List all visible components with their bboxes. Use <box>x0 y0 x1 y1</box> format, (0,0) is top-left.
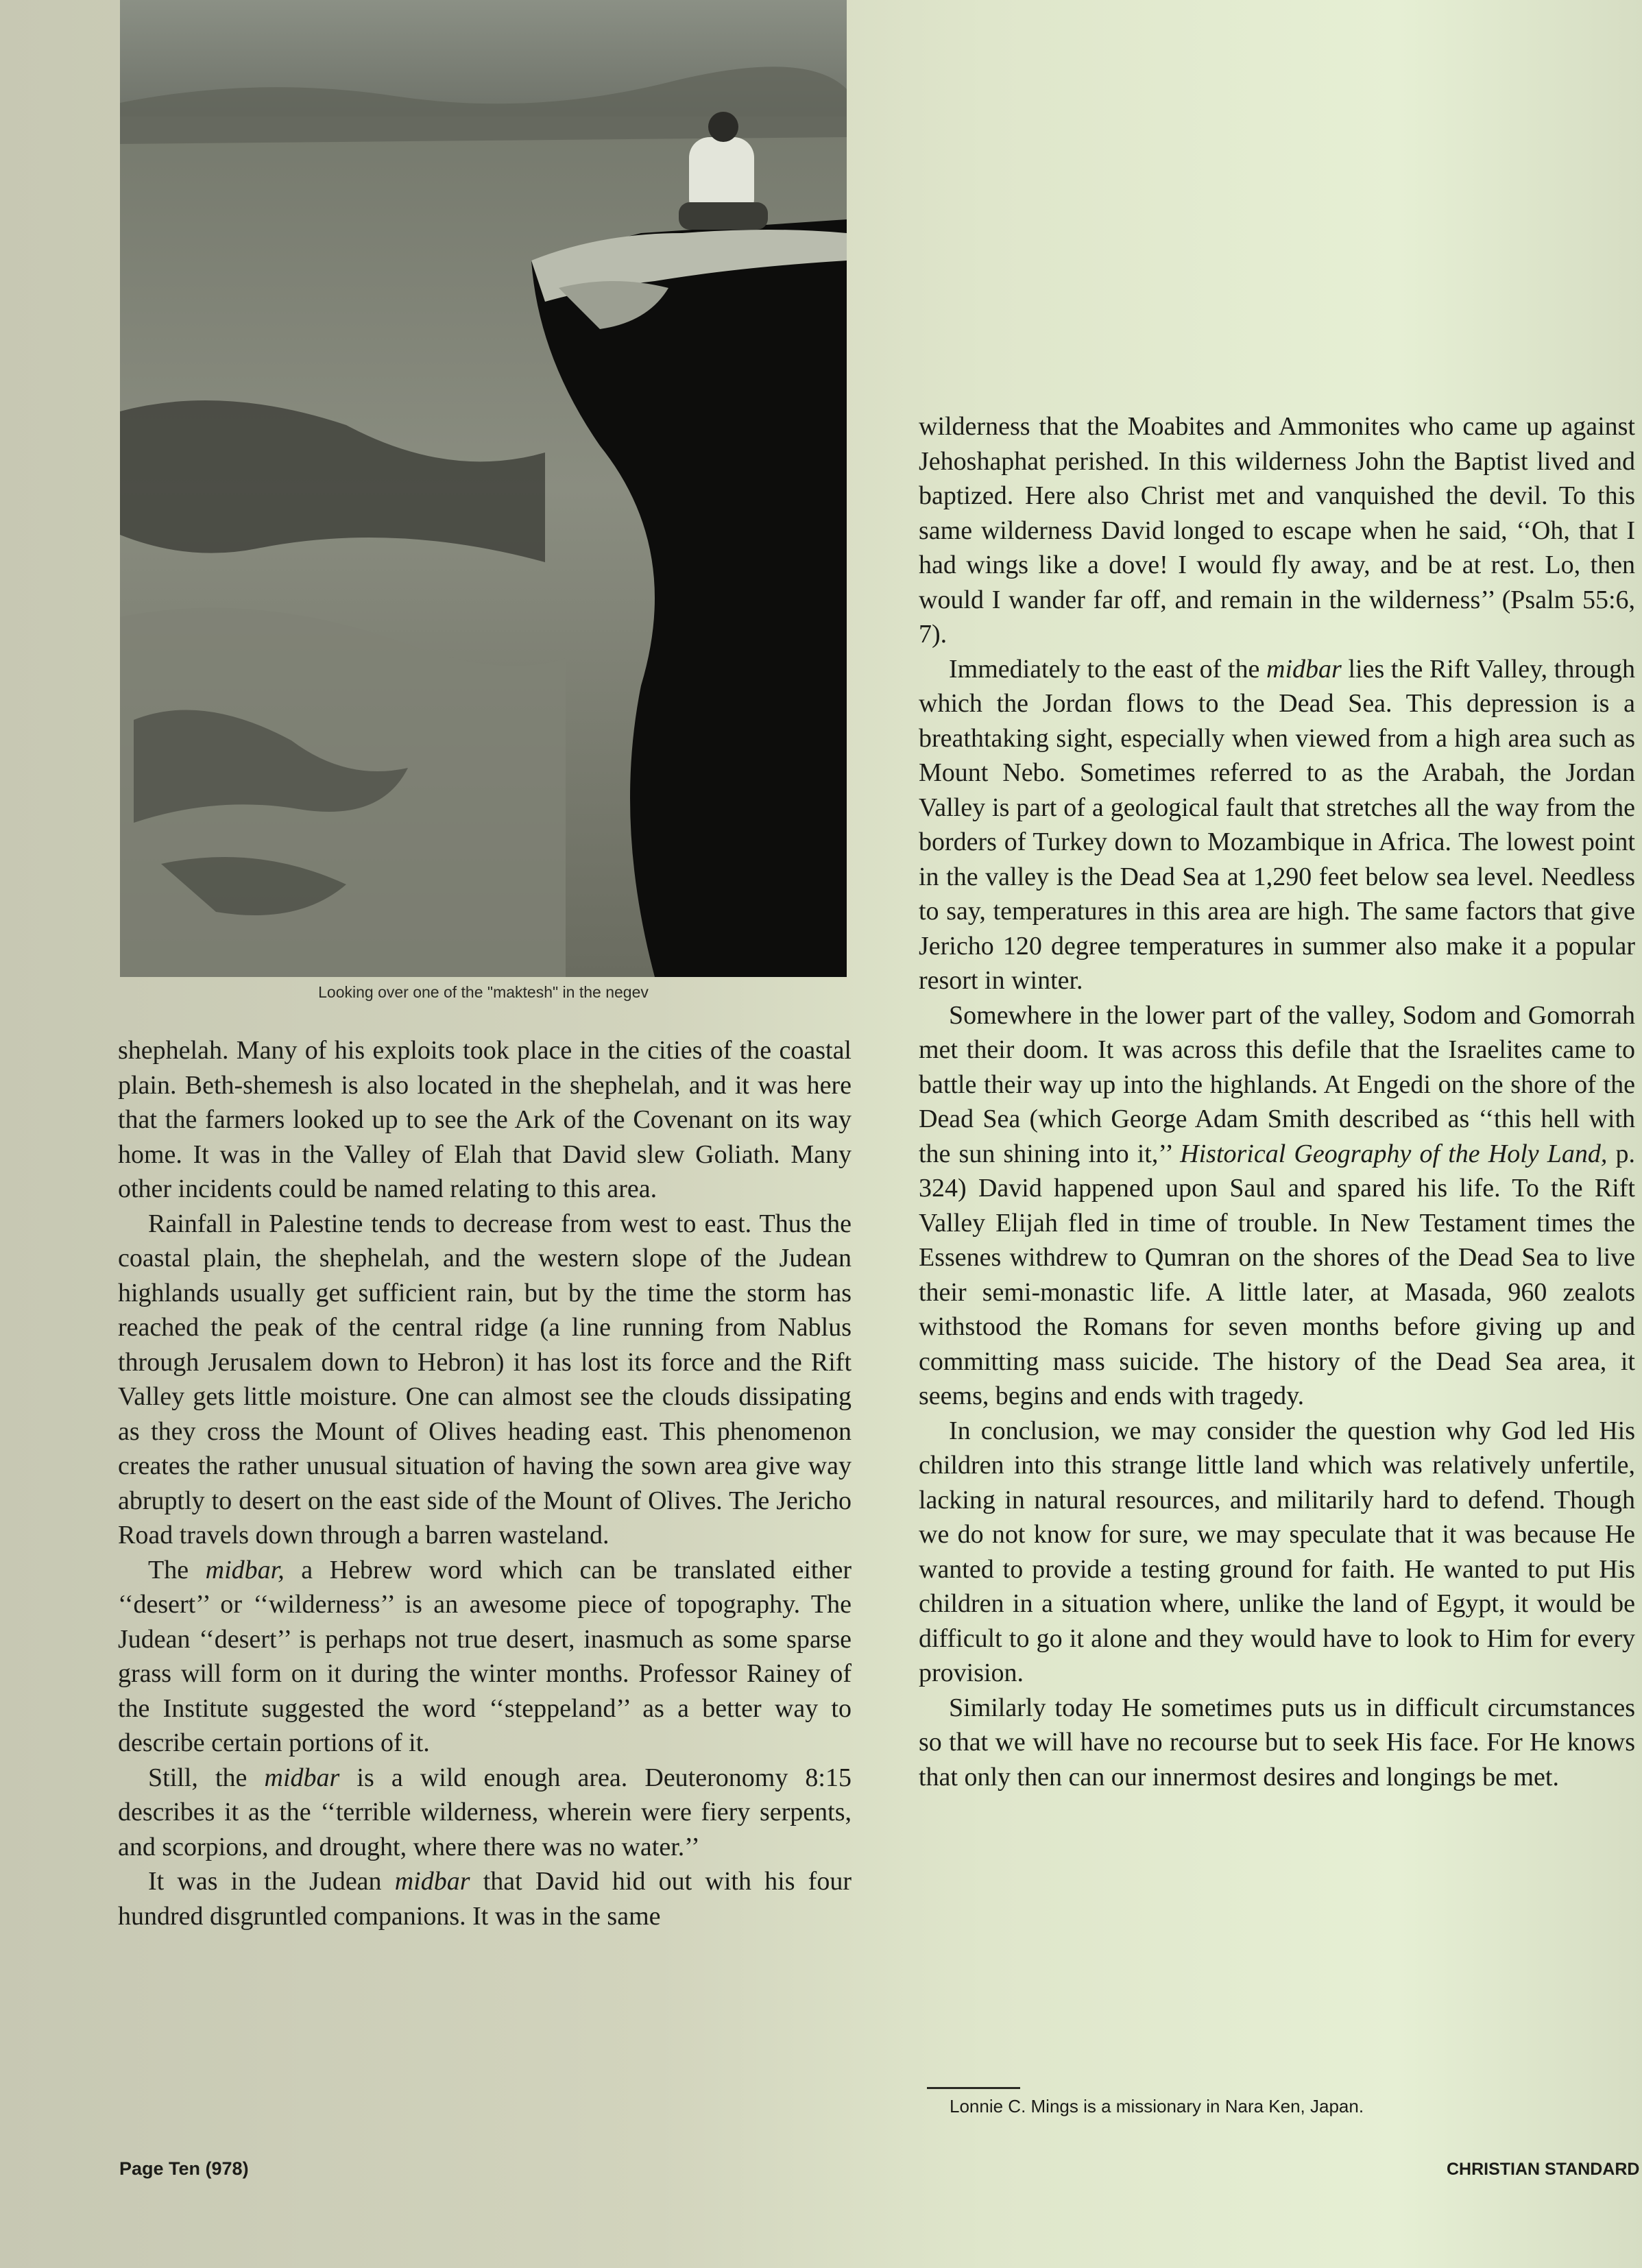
italic-title: Historical Geography of the Holy Land, <box>1180 1139 1608 1168</box>
left-paragraph-1: shephelah. Many of his exploits took place in the cities of the coastal plain. Beth-shemesh is also located in the shephelah, and it was here that the farmers looked up to see the Ark of the Covenant on its way home. It was in the Valley of Elah that David slew Goliath. Many other incidents could be named relating to this area. <box>118 1036 852 1203</box>
right-paragraph-1: wilderness that the Moabites and Ammonites who came up against Jehoshaphat perished. In this wilderness John the Baptist lived and baptized. Here also Christ met and vanquished the devil. To this same wilderness David longed to escape when he said, ‘‘Oh, that I had wings like a dove! I would fly away, and be at rest. Lo, then would I wander far off, and remain in the wilderness’’ (Psalm 55:6, 7). <box>919 412 1635 649</box>
text-run: is a wild enough area. Deuteronomy 8:15 describes it as the ‘‘terrible wilderness, wherein were fiery serpents, and scorpions, and drought, where there was no water.’’ <box>118 1763 852 1861</box>
text-run: It was in the Judean <box>148 1867 395 1896</box>
photo-caption: Looking over one of the "maktesh" in the negev <box>318 983 649 1001</box>
italic-word: midbar <box>264 1763 340 1792</box>
left-column <box>118 1033 852 1933</box>
author-byline: Lonnie C. Mings is a missionary in Nara Ken, Japan. <box>950 2096 1364 2116</box>
right-paragraph-3 <box>919 998 1635 1414</box>
italic-word: midbar <box>1266 654 1342 684</box>
page-number: Page Ten (978) <box>119 2158 249 2179</box>
photo-image <box>120 0 847 977</box>
text-run: Immediately to the east of the <box>949 654 1267 684</box>
text-run: The <box>148 1555 206 1584</box>
right-paragraph-2 <box>919 652 1635 998</box>
photo-maktesh <box>120 0 847 977</box>
left-paragraph-4 <box>118 1761 852 1865</box>
text-run: Still, the <box>148 1763 265 1792</box>
text-run: Somewhere in the lower part of the valley, Sodom and Gomorrah met their doom. It was across this defile that the Israelites came to battle their way up into the highlands. At Engedi on the shore of the Dead Sea (which George Adam Smith described as ‘‘this hell with the sun shining into it,’’ <box>919 1000 1635 1168</box>
italic-word: midbar <box>394 1867 470 1896</box>
left-paragraph-2: Rainfall in Palestine tends to decrease from west to east. Thus the coastal plain, the shephelah, and the western slope of the Judean highlands usually get sufficient rain, but by the time the storm has reached the peak of the central ridge (a line running from Nablus through Jerusalem down to Hebron) it has lost its force and the Rift Valley gets little moisture. One can almost see the clouds dissipating as they cross the Mount of Olives heading east. This phenomenon creates the rather unusual situation of having the sown area give way abruptly to desert on the east side of the Mount of Olives. The Jericho Road travels down through a barren wasteland. <box>118 1209 852 1549</box>
byline-rule <box>927 2087 1020 2089</box>
right-paragraph-4: In conclusion, we may consider the question why God led His children into this strange little land which was relatively unfertile, lacking in natural resources, and militarily hard to defend. Though we do not know for sure, we may speculate that it was because He wanted to provide a testing ground for faith. He wanted to put His children in a situation where, unlike the land of Egypt, it would be difficult to go it alone and they would have to look to Him for every provision. <box>919 1416 1635 1687</box>
left-paragraph-5 <box>118 1864 852 1933</box>
text-run: a Hebrew word which can be translated either ‘‘desert’’ or ‘‘wilderness’’ is an awesome piece of topography. The Judean ‘‘desert’’ is perhaps not true desert, inasmuch as some sparse grass will form on it during the winter months. Professor Rainey of the Institute suggested the word ‘‘steppeland’’ as a better way to describe certain portions of it. <box>118 1555 852 1757</box>
right-column <box>919 409 1635 1794</box>
text-run: p. 324) David happened upon Saul and spared his life. To the Rift Valley Elijah fled in time of trouble. In New Testament times the Essenes withdrew to Qumran on the shores of the Dead Sea to live their semi-monastic life. A little later, at Masada, 960 zealots withstood the Romans for seven months before giving up and committing mass suicide. The history of the Dead Sea area, it seems, begins and ends with tragedy. <box>919 1139 1636 1410</box>
italic-word: midbar, <box>205 1555 285 1584</box>
left-paragraph-3 <box>118 1553 852 1761</box>
right-paragraph-5: Similarly today He sometimes puts us in difficult circumstances so that we will have no recourse but to seek His face. For He knows that only then can our innermost desires and longings be met. <box>919 1693 1635 1792</box>
text-run: that David hid out with his four hundred disgruntled companions. It was in the same <box>118 1867 852 1931</box>
magazine-name: CHRISTIAN STANDARD <box>1447 2160 1640 2179</box>
text-run: lies the Rift Valley, through which the Jordan flows to the Dead Sea. This depression is a breathtaking sight, especially when viewed from a high area such as Mount Nebo. Sometimes referred to as the Arabah, the Jordan Valley is part of a geological fault that stretches all the way from the borders of Turkey down to Mozambique in Africa. The lowest point in the valley is the Dead Sea at 1,290 feet below sea level. Needless to say, temperatures in this area are high. The same factors that give Jericho 120 degree temperatures in summer also make it a popular resort in winter. <box>919 654 1635 995</box>
